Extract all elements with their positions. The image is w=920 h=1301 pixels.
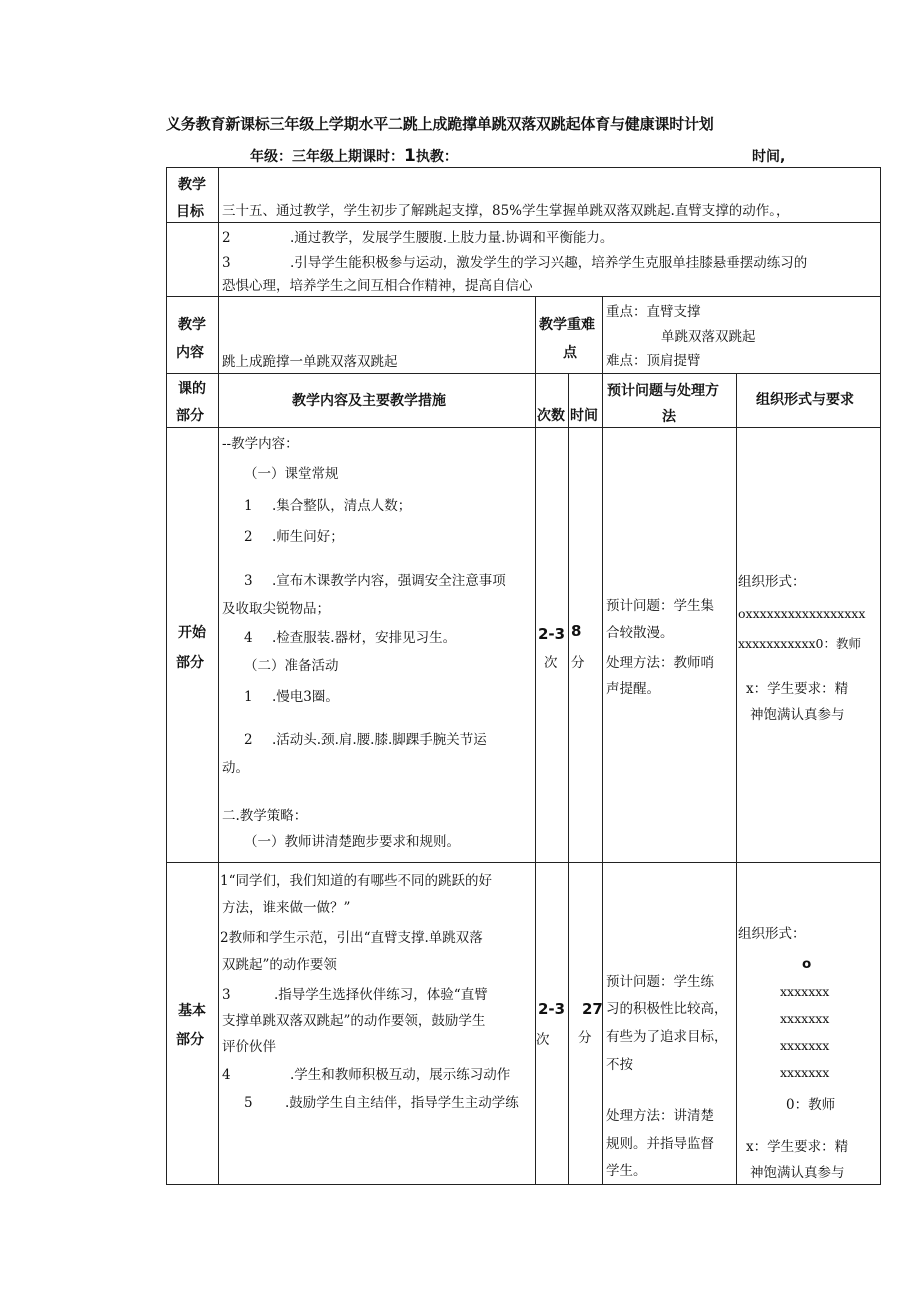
objectives-label-2: 目标 [176, 204, 204, 220]
start-line: --教学内容： [222, 436, 299, 452]
header-count: 次数 [537, 408, 565, 424]
basic-line: 评价伙伴 [222, 1039, 276, 1055]
basic-line: .学生和教师积极互动，展示练习动作 [290, 1067, 511, 1083]
start-line: 1 [244, 689, 253, 705]
basic-problem-line: 处理方法：讲清楚 [606, 1108, 714, 1124]
header-measures: 教学内容及主要教学措施 [292, 393, 446, 409]
key-point-detail: 单跳双落双跳起 [661, 329, 756, 345]
key-points-label-1: 教学重难 [539, 317, 595, 333]
start-line: 4 [244, 630, 253, 646]
start-line: 二.教学策略： [222, 808, 308, 824]
start-line: 3 [244, 573, 253, 589]
basic-time: 27 [582, 1000, 603, 1018]
content-text: 跳上成跪撑一单跳双落双跳起 [222, 354, 398, 370]
start-line: .师生问好； [272, 529, 344, 545]
basic-org-formation: xxxxxxx [780, 1011, 830, 1026]
grade-info [250, 146, 458, 166]
header-problems-2: 法 [662, 409, 676, 425]
header-part-1: 课的 [178, 381, 206, 397]
start-problem-line: 合较散漫。 [606, 625, 674, 641]
basic-org-line: 组织形式： [738, 926, 806, 942]
grid-line [880, 167, 881, 1185]
basic-org-formation: xxxxxxx [780, 1038, 830, 1053]
grid-line [166, 373, 881, 374]
grid-line [166, 862, 881, 863]
grid-line [166, 1184, 881, 1185]
start-line: .宣布木课教学内容，强调安全注意事项 [272, 573, 506, 589]
objective-3-num: 3 [222, 255, 231, 271]
basic-line: 2教师和学生示范，引出“直臂支撑.单跳双落 [220, 930, 483, 946]
teacher-label: 执教： [415, 149, 458, 165]
basic-count: 2-3 [538, 1000, 566, 1018]
start-line: 2 [244, 529, 253, 545]
objective-3b: 恐惧心理，培养学生之间互相合作精神，提高自信心 [222, 278, 533, 294]
start-line: 及收取尖锐物品； [222, 601, 330, 617]
content-label-1: 教学 [178, 317, 206, 333]
start-line: .集合整队，清点人数； [272, 498, 412, 514]
basic-org-teacher-mark: o [802, 956, 812, 972]
basic-line: 方法，谁来做一做？” [222, 900, 351, 916]
basic-line: .指导学生选择伙伴练习，体验“直臂 [274, 987, 488, 1003]
basic-time-unit: 分 [578, 1030, 592, 1046]
start-line: （一）课堂常规 [244, 466, 339, 482]
grid-line [166, 167, 167, 1185]
start-org-line: 组织形式： [738, 574, 806, 590]
basic-line: 支撑单跳双落双跳起”的动作要领，鼓励学生 [222, 1013, 486, 1029]
basic-org-formation: xxxxxxx [780, 984, 830, 999]
start-org-formation: xxxxxxxxxxx0：教师 [738, 636, 861, 651]
grid-line [166, 296, 881, 297]
document-title: 义务教育新课标三年级上学期水平二跳上成跪撑单跳双落双跳起体育与健康课时计划 [166, 115, 714, 133]
basic-problem-line: 不按 [606, 1057, 633, 1073]
basic-problem-line: 学生。 [606, 1163, 647, 1179]
grid-line [568, 373, 569, 1185]
start-label-1: 开始 [178, 625, 206, 641]
key-point: 重点：直臂支撑 [606, 304, 701, 320]
objective-3a: .引导学生能积极参与运动，激发学生的学习兴趣，培养学生克服单挂膝悬垂摆动练习的 [290, 255, 808, 271]
grid-line [166, 167, 881, 168]
basic-problem-line: 预计问题：学生练 [606, 974, 714, 990]
basic-line: .鼓励学生自主结伴，指导学生主动学练 [285, 1095, 519, 1111]
start-line: .检查服装.器材，安排见习生。 [272, 630, 457, 646]
start-line: .慢电3圈。 [272, 689, 339, 705]
start-org-line: x：学生要求：精 [746, 681, 849, 697]
objective-1: 三十五、通过教学，学生初步了解跳起支撑，85%学生掌握单跳双落双跳起.直臂支撑的动作。， [222, 203, 790, 219]
basic-line: 4 [222, 1067, 231, 1083]
content-label-2: 内容 [176, 345, 204, 361]
basic-org-line: 神饱满认真参与 [750, 1165, 845, 1181]
basic-line: 双跳起”的动作要领 [222, 957, 337, 973]
start-label-2: 部分 [176, 655, 204, 671]
start-count-unit: 次 [544, 655, 558, 671]
grid-line [736, 373, 737, 1185]
start-problem-line: 声提醒。 [606, 681, 660, 697]
start-line: （二）准备活动 [244, 658, 339, 674]
header-org: 组织形式与要求 [756, 392, 854, 408]
start-count: 2-3 [538, 625, 566, 643]
start-problem-line: 预计问题：学生集 [606, 598, 714, 614]
header-time: 时间 [570, 408, 598, 424]
start-time: 8 [571, 622, 582, 640]
grid-line [602, 296, 603, 1185]
grid-line [166, 427, 881, 428]
start-problem-line: 处理方法：教师哨 [606, 655, 714, 671]
basic-line: 1“同学们，我们知道的有哪些不同的跳跃的好 [220, 873, 492, 889]
basic-org-line: x：学生要求：精 [746, 1139, 849, 1155]
basic-org-formation: xxxxxxx [780, 1065, 830, 1080]
objective-2-num: 2 [222, 230, 231, 246]
objectives-label-1: 教学 [178, 177, 206, 193]
start-line: 动。 [222, 760, 249, 776]
start-time-unit: 分 [571, 655, 585, 671]
start-line: .活动头.颈.肩.腰.膝.脚踝手腕关节运 [272, 732, 487, 748]
objective-2: .通过教学，发展学生腰腹.上肢力量.协调和平衡能力。 [290, 230, 614, 246]
grid-line [218, 167, 219, 1185]
start-org-line: 神饱满认真参与 [750, 707, 845, 723]
basic-problem-line: 有些为了追求目标， [606, 1029, 728, 1045]
grid-line [166, 222, 881, 223]
basic-label-1: 基本 [178, 1003, 206, 1019]
key-points-label-2: 点 [563, 345, 577, 361]
grid-line [535, 296, 536, 1185]
header-problems-1: 预计问题与处理方 [607, 383, 719, 399]
basic-line: 5 [244, 1095, 253, 1111]
start-line: （一）教师讲清楚跑步要求和规则。 [244, 834, 460, 850]
basic-problem-line: 习的积极性比较高， [606, 1001, 728, 1017]
basic-org-line: 0：教师 [786, 1097, 836, 1113]
start-line: 2 [244, 732, 253, 748]
lesson-number: 1 [404, 146, 416, 166]
time-label: 时间, [752, 149, 786, 165]
grade-label: 年级：三年级上期课时： [250, 149, 404, 165]
start-org-formation: oxxxxxxxxxxxxxxxxx [738, 606, 866, 621]
basic-label-2: 部分 [176, 1032, 204, 1048]
basic-count-unit: 次 [536, 1032, 550, 1048]
basic-line: 3 [222, 987, 231, 1003]
basic-problem-line: 规则。并指导监督 [606, 1136, 714, 1152]
difficult-point: 难点：顶肩提臂 [606, 353, 701, 369]
header-part-2: 部分 [176, 408, 204, 424]
start-line: 1 [244, 498, 253, 514]
